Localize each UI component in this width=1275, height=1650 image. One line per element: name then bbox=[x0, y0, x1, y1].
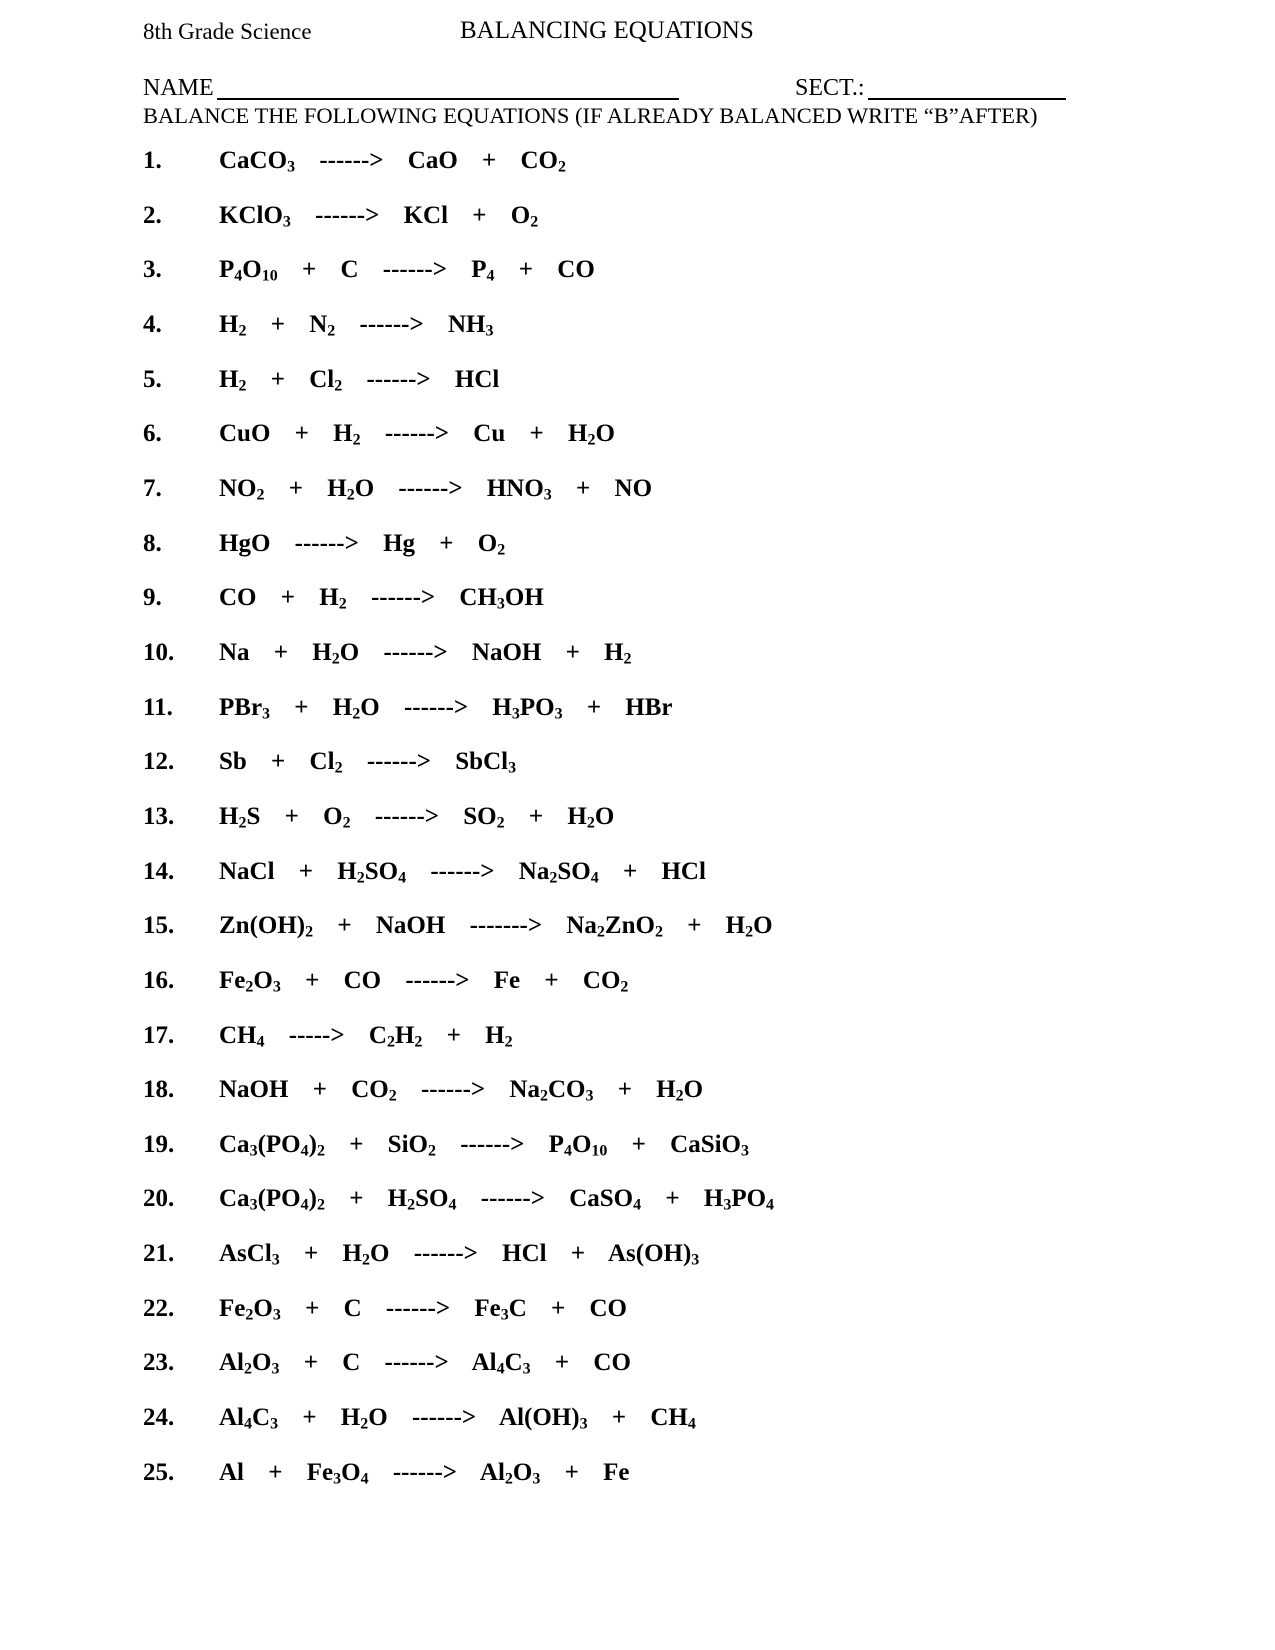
equation-row bbox=[143, 256, 1243, 311]
equation-row bbox=[143, 1459, 1243, 1514]
equation-formula: $CH_4$ -----> $C_2H_2 + H_2$ bbox=[219, 1021, 513, 1051]
sect-blank-line bbox=[868, 98, 1066, 100]
equation-formula: NaCl + $H_2SO_4$ ------> $Na_2SO_4$ + HCl bbox=[219, 857, 706, 887]
equation-number: 13. bbox=[143, 802, 175, 830]
equation-formula: CaCO$_3$ ------> CaO + $CO_2$ bbox=[219, 147, 567, 176]
equation-number: 25. bbox=[143, 1458, 175, 1486]
equation-row bbox=[143, 639, 1243, 694]
equation-formula: $Al_4C_3 + H_2O$ ------> $Al(OH)_3 + CH_4$ bbox=[219, 1404, 696, 1433]
equation-number: 21. bbox=[143, 1240, 175, 1268]
equation-number: 22. bbox=[143, 1294, 175, 1322]
equation-number: 9. bbox=[143, 584, 162, 612]
equation-number: 6. bbox=[143, 420, 162, 448]
equation-number: 16. bbox=[143, 966, 175, 994]
equation-list bbox=[143, 147, 1243, 1513]
equation-number: 11. bbox=[143, 693, 173, 721]
equation-row bbox=[143, 202, 1243, 257]
equation-formula: $Fe_2O_3 + C$ ------> $Fe_3C$ + CO bbox=[219, 1294, 628, 1324]
equation-number: 20. bbox=[143, 1185, 175, 1213]
equation-row bbox=[143, 311, 1243, 366]
equation-formula: $Ca_3(PO_4)_2 + H_2SO_4$ ------> CaSO$_4$ + $H_3PO_4$ bbox=[219, 1185, 775, 1214]
equation-row bbox=[143, 366, 1243, 421]
equation-number: 8. bbox=[143, 529, 162, 557]
equation-formula: $Na + H_2O$ ------> NaOH + $H_2$ bbox=[219, 638, 632, 668]
equation-row bbox=[143, 1240, 1243, 1295]
equation-row bbox=[143, 967, 1243, 1022]
equation-row bbox=[143, 912, 1243, 967]
equation-formula: $Al_2O_3 + C$ ------> $Al_4C_3$ + CO bbox=[219, 1349, 631, 1378]
equation-formula: $PBr_3 + H_2O$ ------> $H_3PO_3$ + HBr bbox=[219, 693, 673, 723]
equation-row bbox=[143, 748, 1243, 803]
equation-formula: $Al + Fe_3O_4$ ------> $Al_2O_3 + Fe$ bbox=[219, 1458, 630, 1488]
instruction-text: BALANCE THE FOLLOWING EQUATIONS (IF ALREADY BALANCED WRITE “B”AFTER) bbox=[143, 103, 1038, 128]
equation-formula: $P_4O_{10} + C$ ------> $P_4$ + CO bbox=[219, 256, 595, 285]
equation-formula: HgO ------> $Hg + O_2$ bbox=[219, 529, 506, 559]
equation-row bbox=[143, 803, 1243, 858]
equation-row bbox=[143, 1131, 1243, 1186]
name-label: NAME bbox=[143, 75, 214, 101]
equation-row bbox=[143, 1295, 1243, 1350]
equation-number: 2. bbox=[143, 201, 162, 229]
equation-row bbox=[143, 1349, 1243, 1404]
equation-formula: $NO_2 + H_2O$ ------> $HNO_3$ + NO bbox=[219, 474, 653, 504]
equation-formula: $Ca_3(PO_4)_2 + SiO_2$ ------> $P_4O_{10}$ + CaSiO$_3$ bbox=[219, 1130, 750, 1160]
equation-formula: $H_2 + N_2$ ------> $NH_3$ bbox=[219, 310, 494, 340]
equation-number: 4. bbox=[143, 310, 162, 338]
equation-number: 19. bbox=[143, 1130, 175, 1158]
equation-number: 7. bbox=[143, 474, 162, 502]
equation-row bbox=[143, 1076, 1243, 1131]
sect-label: SECT.: bbox=[795, 75, 865, 101]
equation-number: 23. bbox=[143, 1349, 175, 1377]
equation-number: 14. bbox=[143, 857, 175, 885]
equation-number: 5. bbox=[143, 365, 162, 393]
equation-formula: $Zn(OH)_2$ + NaOH -------> $Na_2ZnO_2 + H_2O$ bbox=[219, 912, 773, 941]
equation-row bbox=[143, 420, 1243, 475]
equation-formula: NaOH + $CO_2$ ------> $Na_2CO_3 + H_2O$ bbox=[219, 1076, 704, 1105]
equation-row bbox=[143, 584, 1243, 639]
equation-formula: KClO$_3$ ------> KCl + $O_2$ bbox=[219, 201, 539, 231]
course-label: 8th Grade Science bbox=[143, 19, 312, 44]
equation-row bbox=[143, 530, 1243, 585]
equation-number: 1. bbox=[143, 147, 162, 174]
equation-row bbox=[143, 1404, 1243, 1459]
equation-number: 12. bbox=[143, 748, 175, 776]
equation-formula: AsCl$_3$ + $H_2O$ ------> HCl + $As(OH)_3$ bbox=[219, 1240, 700, 1269]
equation-number: 17. bbox=[143, 1021, 175, 1049]
equation-row bbox=[143, 694, 1243, 749]
equation-number: 15. bbox=[143, 912, 175, 940]
name-sect-line bbox=[143, 70, 1133, 102]
equation-formula: $H_2 + Cl_2$ ------> HCl bbox=[219, 365, 500, 395]
equation-formula: $H_2S + O_2$ ------> $SO_2 + H_2O$ bbox=[219, 802, 615, 832]
equation-formula: CuO + $H_2$ ------> $Cu + H_2O$ bbox=[219, 420, 615, 449]
equation-number: 10. bbox=[143, 638, 175, 666]
equation-formula: $Fe_2O_3$ + CO ------> $Fe + CO_2$ bbox=[219, 966, 629, 996]
equation-formula: $Sb + Cl_2$ ------> SbCl$_3$ bbox=[219, 748, 517, 777]
equation-number: 3. bbox=[143, 256, 162, 284]
equation-row bbox=[143, 1185, 1243, 1240]
name-blank-line bbox=[217, 98, 679, 100]
equation-row bbox=[143, 475, 1243, 530]
equation-row bbox=[143, 858, 1243, 913]
equation-formula: CO + $H_2$ ------> $CH_3OH$ bbox=[219, 584, 544, 613]
equation-row bbox=[143, 147, 1243, 202]
page-title: BALANCING EQUATIONS bbox=[460, 17, 754, 44]
equation-number: 24. bbox=[143, 1404, 175, 1432]
equation-number: 18. bbox=[143, 1076, 175, 1104]
equation-row bbox=[143, 1022, 1243, 1077]
